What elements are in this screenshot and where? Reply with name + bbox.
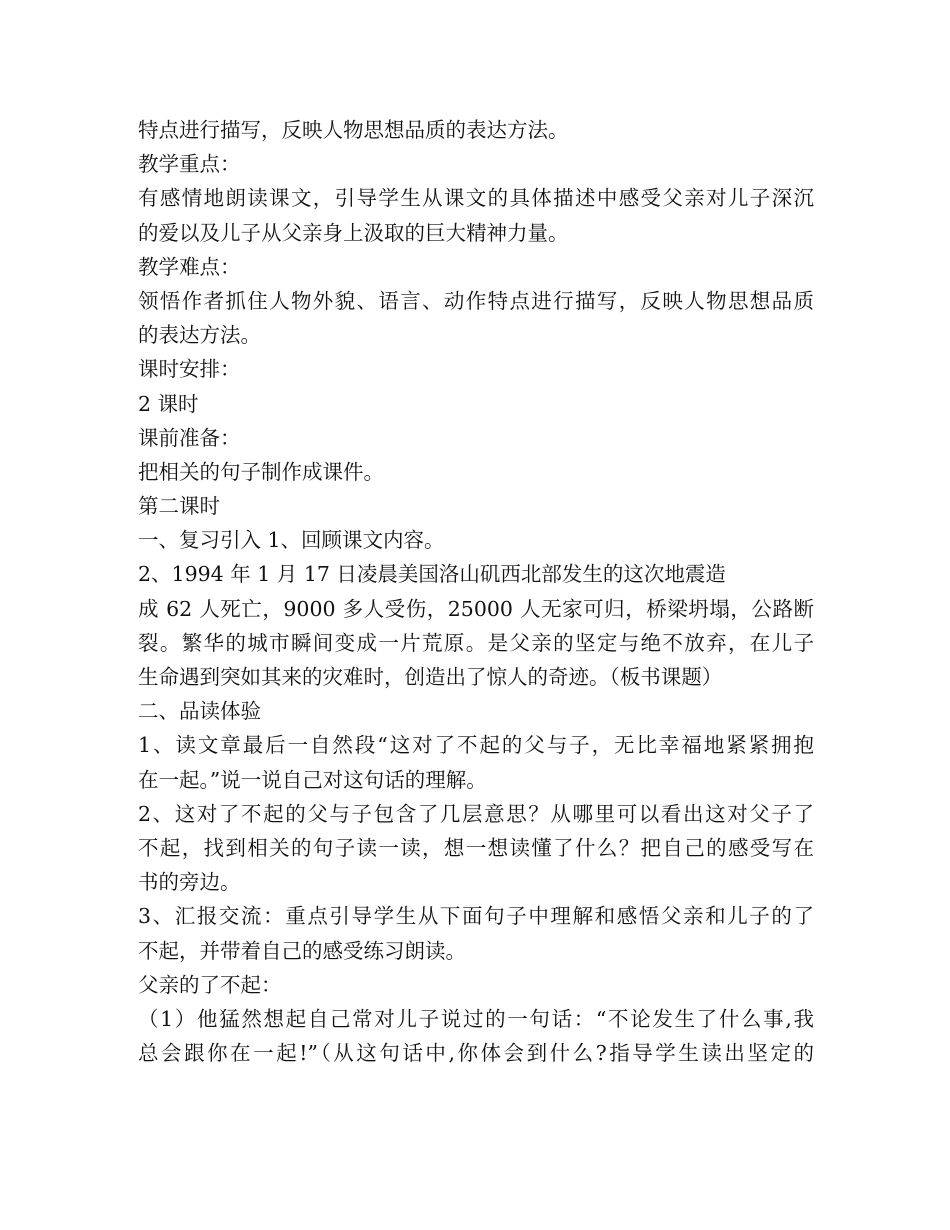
text-line: 把相关的句子制作成课件。: [138, 459, 384, 484]
text-line: 的表达方法。: [138, 323, 261, 348]
section-heading: 教学难点：: [138, 254, 241, 279]
text-line: 书的旁边。: [138, 870, 241, 895]
text-line: 一、复习引入 1、回顾课文内容。: [138, 528, 445, 553]
text-line: 的爱以及儿子从父亲身上汲取的巨大精神力量。: [138, 220, 569, 245]
text-line: （1）他猛然想起自己常对儿子说过的一句话：“不论发生了什么事,我: [138, 1006, 814, 1031]
text-line: 裂。繁华的城市瞬间变成一片荒原。是父亲的坚定与绝不放弃，在儿子: [138, 630, 814, 655]
text-line: 总会跟你在一起!”（从这句话中,你体会到什么?指导学生读出坚定的: [138, 1041, 814, 1066]
text-line: 有感情地朗读课文，引导学生从课文的具体描述中感受父亲对儿子深沉: [138, 186, 814, 211]
section-heading: 课前准备：: [138, 425, 241, 450]
text-line: 特点进行描写，反映人物思想品质的表达方法。: [138, 118, 569, 142]
text-line: 不起，找到相关的句子读一读，想一想读懂了什么？把自己的感受写在: [138, 835, 814, 860]
text-line: 1、读文章最后一自然段“这对了不起的父与子，无比幸福地紧紧拥抱: [138, 733, 814, 758]
section-heading: 二、品读体验: [138, 699, 261, 724]
text-line: 不起，并带着自己的感受练习朗读。: [138, 938, 466, 963]
text-line: 2、1994 年 1 月 17 日凌晨美国洛山矶西北部发生的这次地震造: [138, 562, 726, 587]
text-line: 2 课时: [138, 391, 199, 416]
section-heading: 教学重点：: [138, 152, 241, 177]
text-line: 领悟作者抓住人物外貌、语言、动作特点进行描写，反映人物思想品质: [138, 288, 814, 313]
text-line: 成 62 人死亡，9000 多人受伤，25000 人无家可归，桥梁坍塌，公路断: [138, 596, 814, 621]
text-line: 2、这对了不起的父与子包含了几层意思？从哪里可以看出这对父子了: [138, 801, 814, 826]
text-line: 在一起。”说一说自己对这句话的理解。: [138, 767, 487, 792]
section-heading: 课时安排：: [138, 357, 241, 382]
section-heading: 父亲的了不起：: [138, 972, 282, 997]
section-heading: 第二课时: [138, 494, 220, 519]
text-line: 生命遇到突如其来的灾难时，创造出了惊人的奇迹。（板书课题）: [138, 665, 723, 689]
document-body: [138, 113, 814, 1070]
text-line: 3、汇报交流：重点引导学生从下面句子中理解和感悟父亲和儿子的了: [138, 904, 814, 929]
